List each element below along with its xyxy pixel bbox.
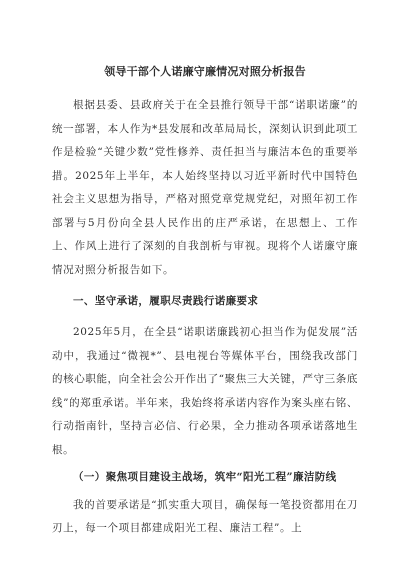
subsection-1-paragraph: 我的首要承诺是“抓实重大项目，确保每一笔投资都用在刀刃上，每一个项目都建成阳光工程、廉洁工程”。上	[52, 498, 358, 534]
document-page	[52, 64, 358, 541]
subsection-heading-1: （一）聚焦项目建设主战场，筑牢“阳光工程”廉洁防线	[73, 471, 337, 483]
intro-paragraph: 根据县委、县政府关于在全县推行领导干部“诺职诺廉”的统一部署，本人作为*县发展和改革局局长，深刻认识到此项工作是检验“关键少数”党性修养、责任担当与廉洁本色的重要举措。2025年上半年，本人始终坚持以习近平新时代中国特色社会主义思想为指导，严格对照党章党规党纪，对照年初工作部署与5月份向全县人民作出的庄严承诺，在思想上、工作上、作风上进行了深刻的自我剖析与审视。现将个人诺廉守廉情况对照分析报告如下。	[52, 99, 358, 276]
section-1-paragraph: 2025年5月，在全县“诺职诺廉践初心担当作为促发展”活动中，我通过“微视*”、县电视台等媒体平台，围绕我改部门的核心职能，向全社会公开作出了“聚焦三大关键，严守三条底线”的郑重承诺。半年来，我始终将承诺内容作为案头座右铭、行动指南针，坚持言必信、行必果，全力推动各项承诺落地生根。	[52, 326, 358, 456]
section-heading-1: 一、坚守承诺，履职尽责践行诺廉要求	[73, 295, 259, 307]
document-title: 领导干部个人诺廉守廉情况对照分析报告	[104, 65, 306, 78]
